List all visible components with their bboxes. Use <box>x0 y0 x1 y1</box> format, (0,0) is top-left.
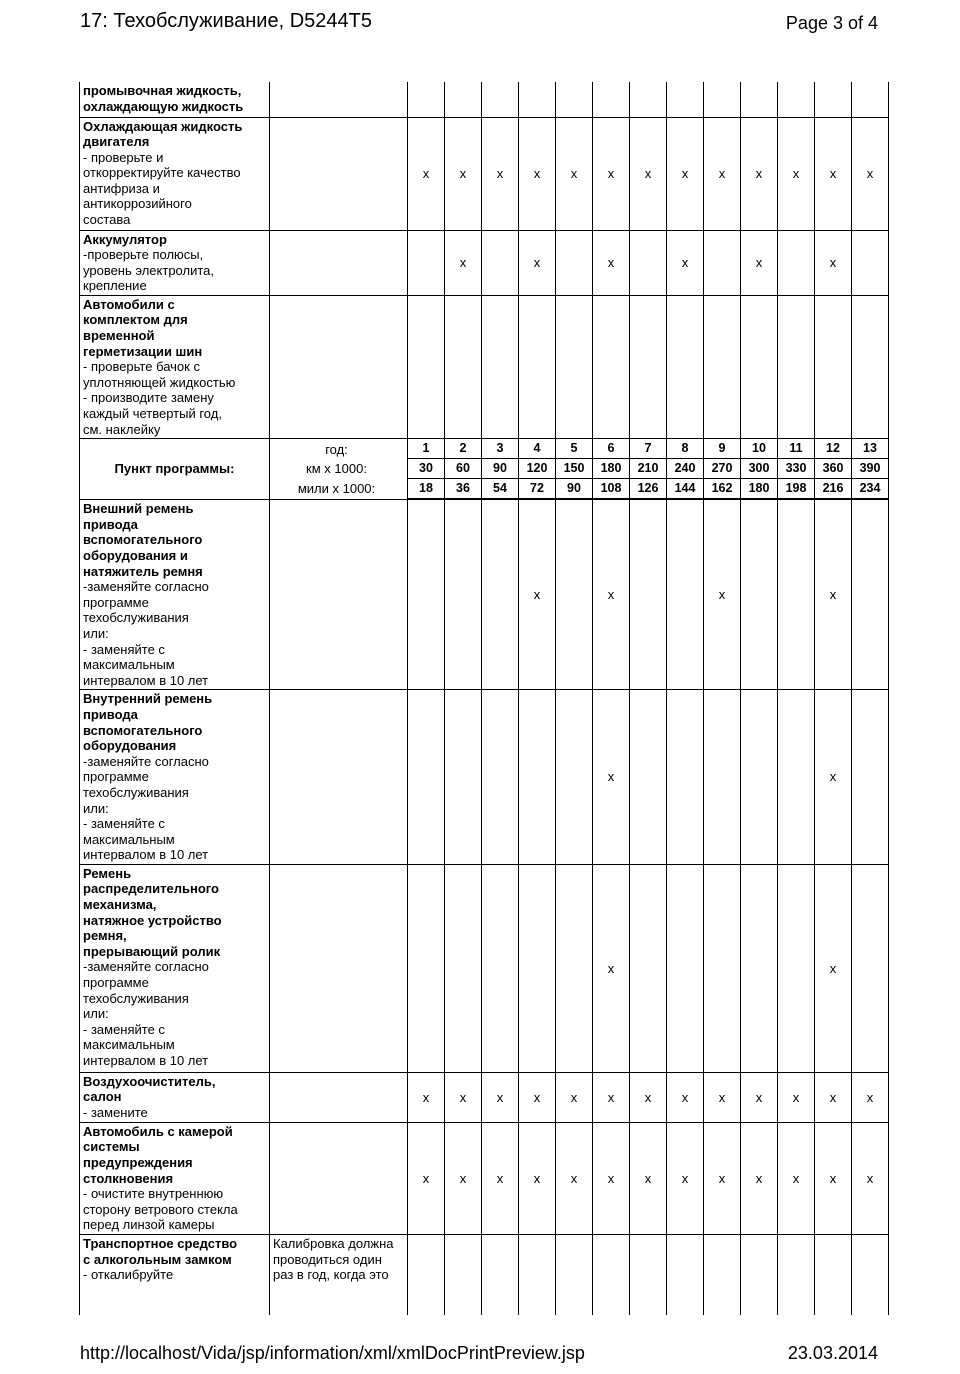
item-description <box>80 1122 270 1234</box>
interval-mark: x <box>445 117 482 230</box>
interval-mark <box>667 690 704 865</box>
interval-mark <box>667 1235 704 1315</box>
interval-mark: x <box>852 117 889 230</box>
interval-mark <box>445 500 482 690</box>
schedule-row <box>80 230 889 295</box>
interval-mark <box>778 1235 815 1315</box>
program-interval-value: 234 <box>852 479 888 499</box>
item-instruction-line: каждый четвертый год, <box>83 406 222 422</box>
interval-mark <box>519 295 556 438</box>
program-interval-column <box>519 439 556 500</box>
item-description <box>80 1235 270 1315</box>
interval-mark: x <box>815 864 852 1072</box>
program-interval-value: 72 <box>519 479 555 499</box>
program-interval-column <box>815 439 852 500</box>
interval-mark: x <box>593 864 630 1072</box>
interval-mark: x <box>408 1072 445 1122</box>
item-title-line: прерывающий ролик <box>83 943 221 959</box>
interval-mark: x <box>741 1122 778 1234</box>
interval-mark <box>852 500 889 690</box>
interval-mark <box>704 230 741 295</box>
interval-mark: x <box>519 1122 556 1234</box>
program-row-label: км x 1000: <box>306 461 367 477</box>
interval-mark: x <box>630 1072 667 1122</box>
interval-mark <box>778 864 815 1072</box>
interval-mark <box>704 295 741 438</box>
item-instruction-line: -заменяйте согласно <box>83 959 209 975</box>
program-interval-value: 330 <box>778 459 814 479</box>
program-interval-value: 108 <box>593 479 629 499</box>
interval-mark: x <box>778 117 815 230</box>
item-note <box>270 117 408 230</box>
page-footer-url: http://localhost/Vida/jsp/information/xml/xmlDocPrintPreview.jsp <box>80 1343 585 1363</box>
interval-mark: x <box>815 1122 852 1234</box>
interval-mark <box>630 690 667 865</box>
interval-mark: x <box>408 117 445 230</box>
program-interval-value: 7 <box>630 439 666 459</box>
item-note <box>270 295 408 438</box>
interval-mark <box>408 230 445 295</box>
item-note: Калибровка должна проводиться один раз в год, когда это <box>270 1235 408 1315</box>
item-note <box>270 500 408 690</box>
program-interval-column <box>482 439 519 500</box>
item-instruction-line: - откалибруйте <box>83 1267 174 1283</box>
interval-mark: x <box>741 230 778 295</box>
program-interval-column <box>778 439 815 500</box>
program-interval-column <box>704 439 741 500</box>
program-interval-value: 150 <box>556 459 592 479</box>
interval-mark <box>852 230 889 295</box>
interval-mark <box>408 864 445 1072</box>
program-interval-column <box>852 439 889 500</box>
interval-mark: x <box>630 117 667 230</box>
interval-mark <box>704 690 741 865</box>
interval-mark <box>519 1235 556 1315</box>
interval-mark <box>445 1235 482 1315</box>
item-description <box>80 690 270 865</box>
interval-mark <box>445 690 482 865</box>
interval-mark: x <box>445 230 482 295</box>
item-instruction-line: - заменяйте с <box>83 1021 165 1037</box>
interval-mark: x <box>519 230 556 295</box>
item-instruction-line: или: <box>83 800 109 816</box>
program-header-row <box>80 439 889 500</box>
interval-mark: x <box>704 1122 741 1234</box>
interval-mark <box>704 864 741 1072</box>
interval-mark <box>815 295 852 438</box>
interval-mark <box>482 864 519 1072</box>
program-interval-column <box>445 439 482 500</box>
schedule-row <box>80 690 889 865</box>
interval-mark: x <box>593 1122 630 1234</box>
item-title-line: Автомобиль с камерой <box>83 1123 233 1139</box>
schedule-row <box>80 500 889 690</box>
item-instruction-line: антифриза и <box>83 180 160 196</box>
interval-mark: x <box>852 1072 889 1122</box>
item-description <box>80 500 270 690</box>
interval-mark <box>741 500 778 690</box>
item-title-line: Воздухоочиститель, <box>83 1073 216 1089</box>
interval-mark <box>630 864 667 1072</box>
interval-mark: x <box>667 117 704 230</box>
maintenance-schedule-table <box>79 82 889 1315</box>
interval-mark: x <box>778 1122 815 1234</box>
interval-mark <box>852 82 889 117</box>
item-instruction-line: уплотняющей жидкостью <box>83 374 236 390</box>
interval-mark: x <box>519 117 556 230</box>
page-header-title: 17: Техобслуживание, D5244T5 <box>80 10 372 32</box>
program-interval-value: 120 <box>519 459 555 479</box>
interval-mark <box>445 864 482 1072</box>
schedule-row <box>80 82 889 117</box>
item-title-line: салон <box>83 1089 122 1105</box>
schedule-row <box>80 864 889 1072</box>
interval-mark: x <box>593 230 630 295</box>
interval-mark: x <box>667 1122 704 1234</box>
item-title-line: оборудования и <box>83 548 188 563</box>
interval-mark <box>852 1235 889 1315</box>
interval-mark <box>408 82 445 117</box>
item-description <box>80 295 270 438</box>
item-instruction-line: -заменяйте согласно <box>83 579 209 595</box>
interval-mark <box>593 1235 630 1315</box>
item-title-line: Автомобили с <box>83 296 175 312</box>
item-title-line: вспомогательного <box>83 532 203 548</box>
interval-mark <box>482 690 519 865</box>
program-interval-value: 5 <box>556 439 592 459</box>
schedule-row <box>80 117 889 230</box>
interval-mark <box>704 1235 741 1315</box>
item-instruction-line: программе <box>83 769 149 785</box>
interval-mark <box>852 690 889 865</box>
item-instruction-line: программе <box>83 975 149 991</box>
interval-mark <box>408 690 445 865</box>
item-instruction-line: крепление <box>83 278 147 294</box>
program-interval-value: 36 <box>445 479 481 499</box>
interval-mark: x <box>593 1072 630 1122</box>
item-instruction-line: - заменяйте с <box>83 816 165 832</box>
item-note <box>270 864 408 1072</box>
interval-mark <box>556 295 593 438</box>
interval-mark <box>741 82 778 117</box>
schedule-row <box>80 1235 889 1315</box>
item-title-line: столкновения <box>83 1170 174 1186</box>
item-instruction-line: - заменяйте с <box>83 641 165 657</box>
program-label: Пункт программы: <box>80 439 270 500</box>
interval-mark: x <box>667 230 704 295</box>
interval-mark <box>667 864 704 1072</box>
page-footer-date: 23.03.2014 <box>787 1343 878 1363</box>
item-title-line: механизма, <box>83 897 157 913</box>
program-interval-value: 300 <box>741 459 777 479</box>
interval-mark <box>482 295 519 438</box>
interval-mark <box>556 1235 593 1315</box>
program-interval-value: 10 <box>741 439 777 459</box>
interval-mark: x <box>815 690 852 865</box>
item-note <box>270 82 408 117</box>
item-title-line: двигателя <box>83 134 150 150</box>
interval-mark <box>741 864 778 1072</box>
item-description <box>80 1072 270 1122</box>
interval-mark <box>630 295 667 438</box>
interval-mark <box>593 82 630 117</box>
schedule-row <box>80 295 889 438</box>
item-note <box>270 690 408 865</box>
program-interval-value: 60 <box>445 459 481 479</box>
program-interval-value: 240 <box>667 459 703 479</box>
item-instruction-line: техобслуживания <box>83 990 189 1006</box>
interval-mark <box>519 864 556 1072</box>
interval-mark: x <box>704 117 741 230</box>
interval-mark: x <box>445 1072 482 1122</box>
interval-mark <box>630 230 667 295</box>
item-title-line: привода <box>83 516 138 532</box>
program-interval-value: 270 <box>704 459 740 479</box>
interval-mark <box>704 82 741 117</box>
item-note <box>270 1072 408 1122</box>
item-title-line: Ремень <box>83 865 132 881</box>
item-title-line: натяжное устройство <box>83 912 222 928</box>
interval-mark <box>815 1235 852 1315</box>
interval-mark <box>741 295 778 438</box>
interval-mark <box>630 82 667 117</box>
item-title-line: временной <box>83 328 155 344</box>
interval-mark <box>667 500 704 690</box>
program-interval-column <box>741 439 778 500</box>
item-instruction-line: максимальным <box>83 1037 175 1053</box>
item-instruction-line: - замените <box>83 1105 148 1121</box>
item-title-line: герметизации шин <box>83 343 203 359</box>
item-instruction-line: интервалом в 10 лет <box>83 847 209 863</box>
program-interval-value: 90 <box>482 459 518 479</box>
interval-mark: x <box>815 1072 852 1122</box>
program-row-label: мили x 1000: <box>297 480 376 496</box>
schedule-row <box>80 1072 889 1122</box>
program-row-labels <box>270 439 408 500</box>
interval-mark <box>630 1235 667 1315</box>
interval-mark <box>741 690 778 865</box>
interval-mark: x <box>704 1072 741 1122</box>
interval-mark: x <box>704 500 741 690</box>
program-interval-value: 2 <box>445 439 481 459</box>
interval-mark <box>778 230 815 295</box>
interval-mark: x <box>556 117 593 230</box>
program-interval-value: 180 <box>593 459 629 479</box>
item-description <box>80 230 270 295</box>
program-interval-value: 126 <box>630 479 666 499</box>
item-title-line: Охлаждающая жидкость <box>83 118 243 134</box>
interval-mark <box>519 82 556 117</box>
item-instruction-line: антикоррозийного <box>83 196 192 212</box>
program-interval-column <box>408 439 445 500</box>
interval-mark: x <box>519 500 556 690</box>
item-title-line: Аккумулятор <box>83 231 167 247</box>
item-instruction-line: - проверьте бачок с <box>83 359 200 375</box>
item-instruction-line: интервалом в 10 лет <box>83 672 209 688</box>
program-interval-value: 18 <box>408 479 444 499</box>
item-instruction-line: техобслуживания <box>83 610 189 626</box>
item-title-line: системы <box>83 1139 140 1155</box>
item-title-line: вспомогательного <box>83 722 203 738</box>
item-title-line: Внешний ремень <box>83 501 194 517</box>
item-title-line: привода <box>83 706 138 722</box>
program-interval-column <box>630 439 667 500</box>
item-instruction-line: - проверьте и <box>83 149 164 165</box>
interval-mark <box>445 295 482 438</box>
interval-mark <box>778 82 815 117</box>
item-instruction-line: или: <box>83 625 109 641</box>
interval-mark: x <box>778 1072 815 1122</box>
interval-mark: x <box>593 690 630 865</box>
item-instruction-line: - производите замену <box>83 390 214 406</box>
item-instruction-line: интервалом в 10 лет <box>83 1053 209 1068</box>
interval-mark <box>778 500 815 690</box>
program-interval-value: 390 <box>852 459 888 479</box>
item-title-line: предупреждения <box>83 1155 193 1171</box>
program-interval-column <box>556 439 593 500</box>
interval-mark: x <box>815 230 852 295</box>
item-title-line: Транспортное средство <box>83 1236 238 1252</box>
interval-mark <box>556 864 593 1072</box>
interval-mark <box>408 500 445 690</box>
item-title-line: с алкогольным замком <box>83 1251 232 1267</box>
interval-mark <box>482 230 519 295</box>
item-description <box>80 864 270 1072</box>
program-row-label: год: <box>325 441 348 457</box>
interval-mark <box>556 690 593 865</box>
interval-mark: x <box>667 1072 704 1122</box>
interval-mark: x <box>852 1122 889 1234</box>
interval-mark <box>445 82 482 117</box>
item-title-line: промывочная жидкость, <box>83 83 242 98</box>
program-interval-value: 360 <box>815 459 851 479</box>
program-interval-value: 12 <box>815 439 851 459</box>
item-instruction-line: программе <box>83 594 149 610</box>
program-interval-value: 162 <box>704 479 740 499</box>
program-interval-value: 11 <box>778 439 814 459</box>
interval-mark <box>852 864 889 1072</box>
program-interval-value: 216 <box>815 479 851 499</box>
item-note <box>270 230 408 295</box>
item-instruction-line: перед линзой камеры <box>83 1217 215 1233</box>
program-interval-value: 1 <box>408 439 444 459</box>
interval-mark <box>408 295 445 438</box>
interval-mark: x <box>482 1072 519 1122</box>
item-title-line: охлаждающую жидкость <box>83 98 244 114</box>
program-interval-column <box>593 439 630 500</box>
item-instruction-line: состава <box>83 212 131 228</box>
schedule-row <box>80 1122 889 1234</box>
interval-mark <box>556 500 593 690</box>
item-instruction-line: техобслуживания <box>83 784 189 800</box>
program-interval-value: 198 <box>778 479 814 499</box>
program-interval-value: 210 <box>630 459 666 479</box>
interval-mark: x <box>815 500 852 690</box>
item-instruction-line: -заменяйте согласно <box>83 753 209 769</box>
interval-mark <box>741 1235 778 1315</box>
program-interval-value: 90 <box>556 479 592 499</box>
interval-mark <box>630 500 667 690</box>
interval-mark: x <box>556 1072 593 1122</box>
interval-mark <box>815 82 852 117</box>
interval-mark <box>593 295 630 438</box>
interval-mark: x <box>408 1122 445 1234</box>
interval-mark: x <box>630 1122 667 1234</box>
item-instruction-line: уровень электролита, <box>83 262 214 278</box>
interval-mark <box>482 500 519 690</box>
program-interval-value: 6 <box>593 439 629 459</box>
interval-mark <box>482 1235 519 1315</box>
interval-mark <box>778 690 815 865</box>
page-number: Page 3 of 4 <box>785 13 878 33</box>
item-instruction-line: -проверьте полюсы, <box>83 247 204 263</box>
program-interval-value: 54 <box>482 479 518 499</box>
interval-mark <box>556 82 593 117</box>
item-title-line: ремня, <box>83 928 127 944</box>
item-description <box>80 82 270 117</box>
item-title-line: Внутренний ремень <box>83 691 213 707</box>
item-title-line: оборудования <box>83 738 177 754</box>
item-instruction-line: откорректируйте качество <box>83 165 241 181</box>
program-interval-value: 30 <box>408 459 444 479</box>
interval-mark: x <box>445 1122 482 1234</box>
interval-mark <box>667 82 704 117</box>
program-interval-value: 13 <box>852 439 888 459</box>
interval-mark: x <box>815 117 852 230</box>
program-interval-value: 180 <box>741 479 777 499</box>
item-instruction-line: см. наклейку <box>83 421 161 437</box>
program-interval-value: 4 <box>519 439 555 459</box>
interval-mark: x <box>593 500 630 690</box>
interval-mark: x <box>482 117 519 230</box>
program-interval-value: 144 <box>667 479 703 499</box>
item-description <box>80 117 270 230</box>
program-interval-value: 9 <box>704 439 740 459</box>
interval-mark: x <box>741 117 778 230</box>
interval-mark <box>408 1235 445 1315</box>
item-instruction-line: максимальным <box>83 831 175 847</box>
interval-mark: x <box>519 1072 556 1122</box>
program-interval-value: 8 <box>667 439 703 459</box>
item-title-line: натяжитель ремня <box>83 563 203 579</box>
item-instruction-line: - очистите внутреннюю <box>83 1186 224 1202</box>
item-note <box>270 1122 408 1234</box>
item-instruction-line: максимальным <box>83 657 175 673</box>
interval-mark <box>667 295 704 438</box>
item-title-line: комплектом для <box>83 312 188 328</box>
interval-mark: x <box>556 1122 593 1234</box>
item-instruction-line: сторону ветрового стекла <box>83 1201 238 1217</box>
interval-mark <box>519 690 556 865</box>
program-interval-value: 3 <box>482 439 518 459</box>
program-interval-column <box>667 439 704 500</box>
item-title-line: распределительного <box>83 881 219 897</box>
interval-mark: x <box>741 1072 778 1122</box>
interval-mark <box>556 230 593 295</box>
interval-mark <box>852 295 889 438</box>
item-instruction-line: или: <box>83 1006 109 1022</box>
interval-mark <box>482 82 519 117</box>
interval-mark: x <box>593 117 630 230</box>
interval-mark: x <box>482 1122 519 1234</box>
interval-mark <box>778 295 815 438</box>
